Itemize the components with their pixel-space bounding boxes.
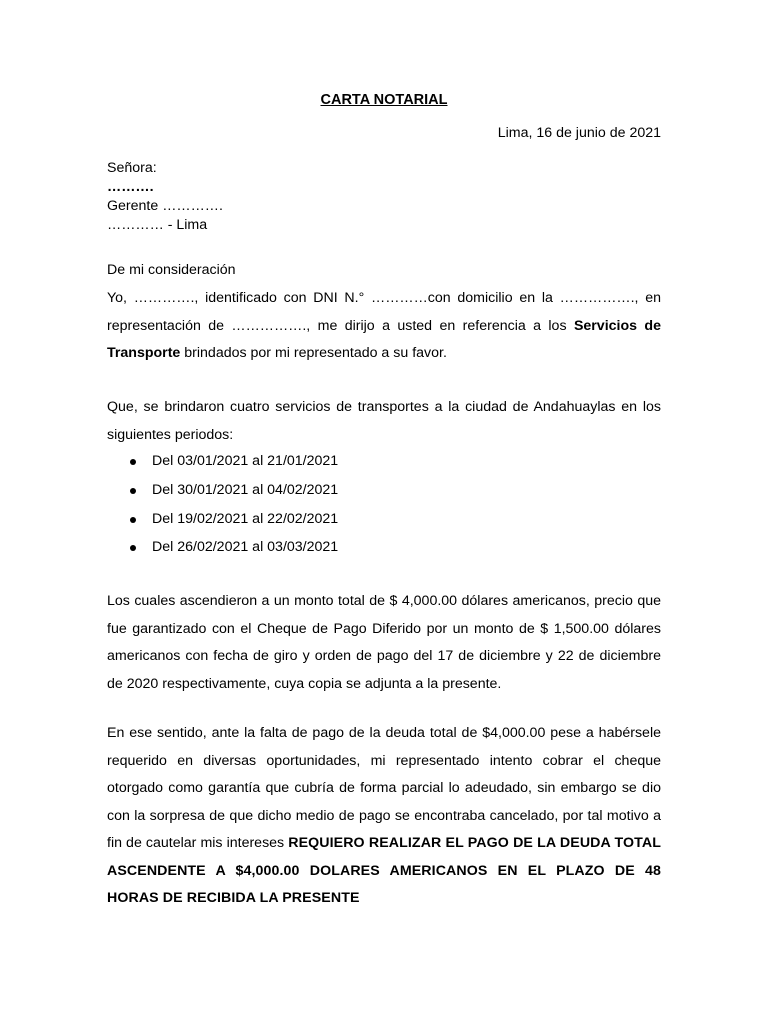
bullet-icon bbox=[130, 488, 136, 494]
paragraph-demand-bold: REQUIERO REALIZAR EL PAGO DE LA DEUDA TOTAL ASCENDENTE A $4,000.00 DOLARES AMERICANOS EN EL PLAZO DE 48 HORAS DE RECIBIDA LA PRESENTE bbox=[107, 835, 661, 906]
greeting: De mi consideración bbox=[107, 262, 236, 278]
list-item bbox=[107, 447, 338, 476]
paragraph-introduction-text-a: Yo, …………., identificado con DNI N.° …………con domicilio en la ……………., en representación de ……………., me dirijo a usted en referencia a los bbox=[107, 290, 661, 334]
period-text: Del 30/01/2021 al 04/02/2021 bbox=[152, 481, 339, 498]
bullet-icon bbox=[130, 517, 136, 523]
period-text: Del 19/02/2021 al 22/02/2021 bbox=[152, 510, 339, 527]
paragraph-introduction-text-b: brindados por mi representado a su favor. bbox=[180, 345, 447, 361]
paragraph-amount: Los cuales ascendieron a un monto total de $ 4,000.00 dólares americanos, precio que fue garantizado con el Cheque de Pago Diferido por un monto de $ 1,500.00 dólares americanos con fecha de giro y orden de pago del 17 de diciembre y 22 de diciembre de 2020 respectivamente, cuya copia se adjunta a la presente. bbox=[107, 593, 661, 692]
periods-list bbox=[107, 447, 338, 562]
paragraph-introduction-bold: Servicios de Transporte bbox=[107, 317, 661, 361]
period-text: Del 26/02/2021 al 03/03/2021 bbox=[152, 539, 339, 556]
list-item bbox=[107, 533, 338, 562]
paragraph-services: Que, se brindaron cuatro servicios de transportes a la ciudad de Andahuaylas en los siguientes periodos: bbox=[107, 399, 661, 443]
list-item bbox=[107, 476, 338, 505]
addressee-block bbox=[107, 159, 223, 235]
bullet-icon bbox=[130, 459, 136, 465]
addressee-position: Gerente …………. bbox=[107, 198, 223, 214]
letter-date: Lima, 16 de junio de 2021 bbox=[497, 125, 661, 141]
paragraph-demand-text: En ese sentido, ante la falta de pago de la deuda total de $4,000.00 pese a habérsele requerido en diversas oportunidades, mi representado intento cobrar el cheque otorgado como garantía que cubría de forma parcial lo adeudado, sin embargo se dio con la sorpresa de que dicho medio de pago se encontraba cancelado, por tal motivo a fin de cautelar mis intereses bbox=[107, 725, 661, 851]
bullet-icon bbox=[130, 545, 136, 551]
list-item bbox=[107, 505, 338, 534]
letter-title: CARTA NOTARIAL bbox=[320, 92, 448, 108]
addressee-location: ………… - Lima bbox=[107, 217, 208, 233]
paragraph-demand bbox=[107, 720, 661, 913]
paragraph-introduction bbox=[107, 285, 661, 368]
period-text: Del 03/01/2021 al 21/01/2021 bbox=[152, 453, 339, 469]
addressee-name: ………. bbox=[107, 179, 154, 195]
addressee-salutation: Señora: bbox=[107, 160, 157, 176]
